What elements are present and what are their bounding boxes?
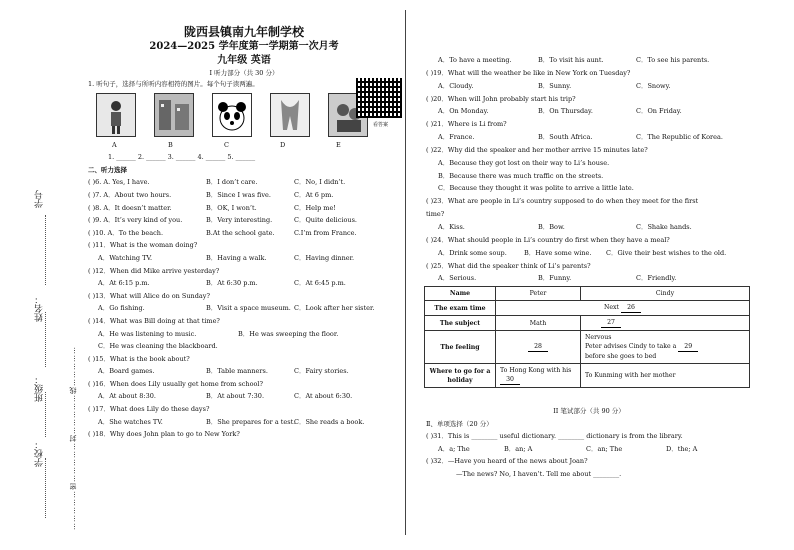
info-table [424,286,750,388]
table-row [425,287,750,301]
pic-label-e: E [336,140,341,149]
question-13-options: A．Go fishing. B．Visit a space museum. C．Look after her sister. [98,304,375,313]
table-header-peter: Peter [496,287,581,301]
question-18-options: A．To have a meeting. B．To visit his aunt. C．To see his parents. [438,56,710,64]
holiday-peter: To Hong Kong with his 30 [496,364,581,388]
question-14-stem: ( )14．What was Bill doing at that time? [88,316,220,325]
single-choice-heading: Ⅱ、单项选择（20 分） [426,419,493,428]
blank-30[interactable]: 30 [500,375,520,385]
part2-heading: II 笔试部分（共 90 分） [553,407,625,415]
row-label-subject: The subject [425,316,496,331]
qr-label: 看答案 [373,122,389,128]
grade-subject: 九年级 英语 [217,55,271,66]
question-24-stem: ( )24．What should people in Li’s country do first when they have a meal? [426,235,670,244]
row-label-holiday: Where to go for a holiday [425,364,496,388]
question-17-options: A．She watches TV. B．She prepares for a test. C．She reads a book. [98,417,365,426]
question-15-stem: ( )15．What is the book about? [88,354,190,363]
question-12-stem: ( )12．When did Mike arrive yesterday? [88,266,220,275]
row-label-feeling: The feeling [425,331,496,364]
question-12-options: A．At 6:15 p.m. B．At 6:30 p.m. C．At 6:45 p.m. [98,279,346,288]
blank-28[interactable]: 28 [528,342,548,352]
name-label: 姓名： [35,295,45,322]
table-header-cindy: Cindy [581,287,750,301]
question-22-stem: ( )22．Why did the speaker and her mother arrive 15 minutes late? [426,145,648,154]
column-divider [405,10,406,535]
binding-margin [0,0,90,550]
pic-label-c: C [224,140,229,149]
qr-code[interactable] [356,78,402,118]
picture-b [154,93,194,137]
question-16-stem: ( )16．When does Lily usually get home from school? [88,379,263,388]
question-19-stem: ( )19．What will the weather be like in New York on Tuesday? [426,68,631,77]
picture-row [88,93,400,139]
class-line [45,392,46,437]
question-17-stem: ( )17．What does Lily do these days? [88,405,210,414]
question-23-options: A．Kiss. B．Bow. C．Shake hands. [438,222,692,231]
question-7: ( )7. A．About two hours. B．Since I was five. C．At 6 pm. [88,190,334,199]
question-22-option-a: A．Because they got lost on their way to Li’s house. [438,158,610,167]
picture-c [212,93,252,137]
question-19-options: A．Cloudy. B．Sunny. C．Snowy. [438,81,671,90]
pic-label-b: B [168,140,173,149]
question-31-stem: ( )31．This is ________ useful dictionary. ________ dictionary is from the library. [426,432,683,441]
class-label: 班级： [35,375,45,402]
subject-cindy [581,316,750,331]
q1-intro: 1. 听句子，选择与所听内容相符的图片。每个句子读两遍。 [88,80,259,88]
question-22-option-c: C．Because they thought it was polite to arrive a little late. [438,184,634,193]
question-23-stem-cont: time? [426,210,445,219]
question-21-options: A．France. B．South Africa. C．The Republic of Korea. [438,133,723,142]
exam-time-cell: Next 26 [496,301,750,316]
table-row [425,316,750,331]
question-15-options: A．Board games. B．Table manners. C．Fairy stories. [98,367,349,376]
pic-label-d: D [280,140,286,149]
picture-labels [88,139,400,152]
number-line [45,215,46,285]
seal-line: ……………密……………封……………线…………… [69,346,77,530]
question-32-stem: ( )32．—Have you heard of the news about Joan? [426,457,588,466]
question-32-reply: —The news? No, I haven’t. Tell me about ________. [456,469,622,478]
blank-27[interactable]: 27 [601,318,621,328]
question-14-option-c: C．He was cleaning the blackboard. [98,342,218,351]
feeling-cindy: Nervous Peter advises Cindy to take a 29 before she goes to bed [581,331,750,364]
question-23-stem: ( )23．What are people in Li’s country supposed to do when they meet for the first [426,197,699,206]
picture-a [96,93,136,137]
pic-label-a: A [112,140,117,149]
question-22-option-b: B．Because there was much traffic on the streets. [438,171,604,180]
table-header-name: Name [425,287,496,301]
question-21-stem: ( )21．Where is Li from? [426,120,507,129]
school-title: 陇西县镇南九年制学校 [183,25,304,39]
question-31-options: A．a; The B．an; A C．an; The D．the; A [438,444,698,453]
part2-block [426,405,752,481]
left-column [88,18,400,441]
question-20-options: A．On Monday. B．On Thursday. C．On Friday. [438,107,682,116]
answer-blanks[interactable]: 1. ______ 2. ______ 3. ______ 4. ______ 5. ______ [108,153,256,162]
question-13-stem: ( )13．What will Alice do on Sunday? [88,291,210,300]
question-16-options: A．At about 8:30. B．At about 7:30. C．At about 6:30. [98,392,353,401]
table-row [425,301,750,316]
section2-heading: 二、听力选择 [88,165,127,174]
question-25-stem: ( )25．What did the speaker think of Li’s parents? [426,261,591,270]
table-row [425,364,750,388]
name-line [45,312,46,367]
question-8: ( )8. A．It doesn’t matter. B．OK, I won’t. C．Help me! [88,203,336,212]
question-14-options-ab: A．He was listening to music. B．He was sweeping the floor. [98,329,339,338]
row-label-exam-time: The exam time [425,301,496,316]
question-20-stem: ( )20．When will John probably start his trip? [426,94,576,103]
question-18-stem: ( )18．Why does John plan to go to New York? [88,430,240,439]
table-row [425,331,750,364]
right-column [426,54,752,285]
question-9: ( )9. A．It’s very kind of you. B．Very interesting. C．Quite delicious. [88,216,357,225]
picture-d [270,93,310,137]
question-25-options: A．Serious. B．Funny. C．Friendly. [438,274,677,283]
question-11-stem: ( )11．What is the woman doing? [88,241,198,250]
blank-29[interactable]: 29 [678,342,698,352]
mc-items [88,239,400,441]
holiday-cindy: To Kunming with her mother [581,364,750,388]
school-line [45,458,46,518]
question-6: ( )6. A. Yes, I have. B．I don’t care. C．No, I didn’t. [88,178,346,187]
feeling-peter [496,331,581,364]
question-11-options: A．Watching TV. B．Having a walk. C．Having dinner. [98,253,355,262]
subject-peter: Math [496,316,581,331]
question-10: ( )10. A．To the beach. B.At the school gate. C.I’m from France. [88,228,357,237]
short-items [88,176,400,239]
school-label: 学校： [35,440,45,467]
exam-title: 2024—2025 学年度第一学期第一次月考 [149,41,339,52]
part1-heading: I 听力部分（共 30 分） [209,69,279,77]
blank-26[interactable]: 26 [621,303,641,313]
question-24-options: A．Drink some soup. B．Have some wine. C．Give their best wishes to the old. [438,248,727,257]
number-label: 学号 [35,190,45,208]
